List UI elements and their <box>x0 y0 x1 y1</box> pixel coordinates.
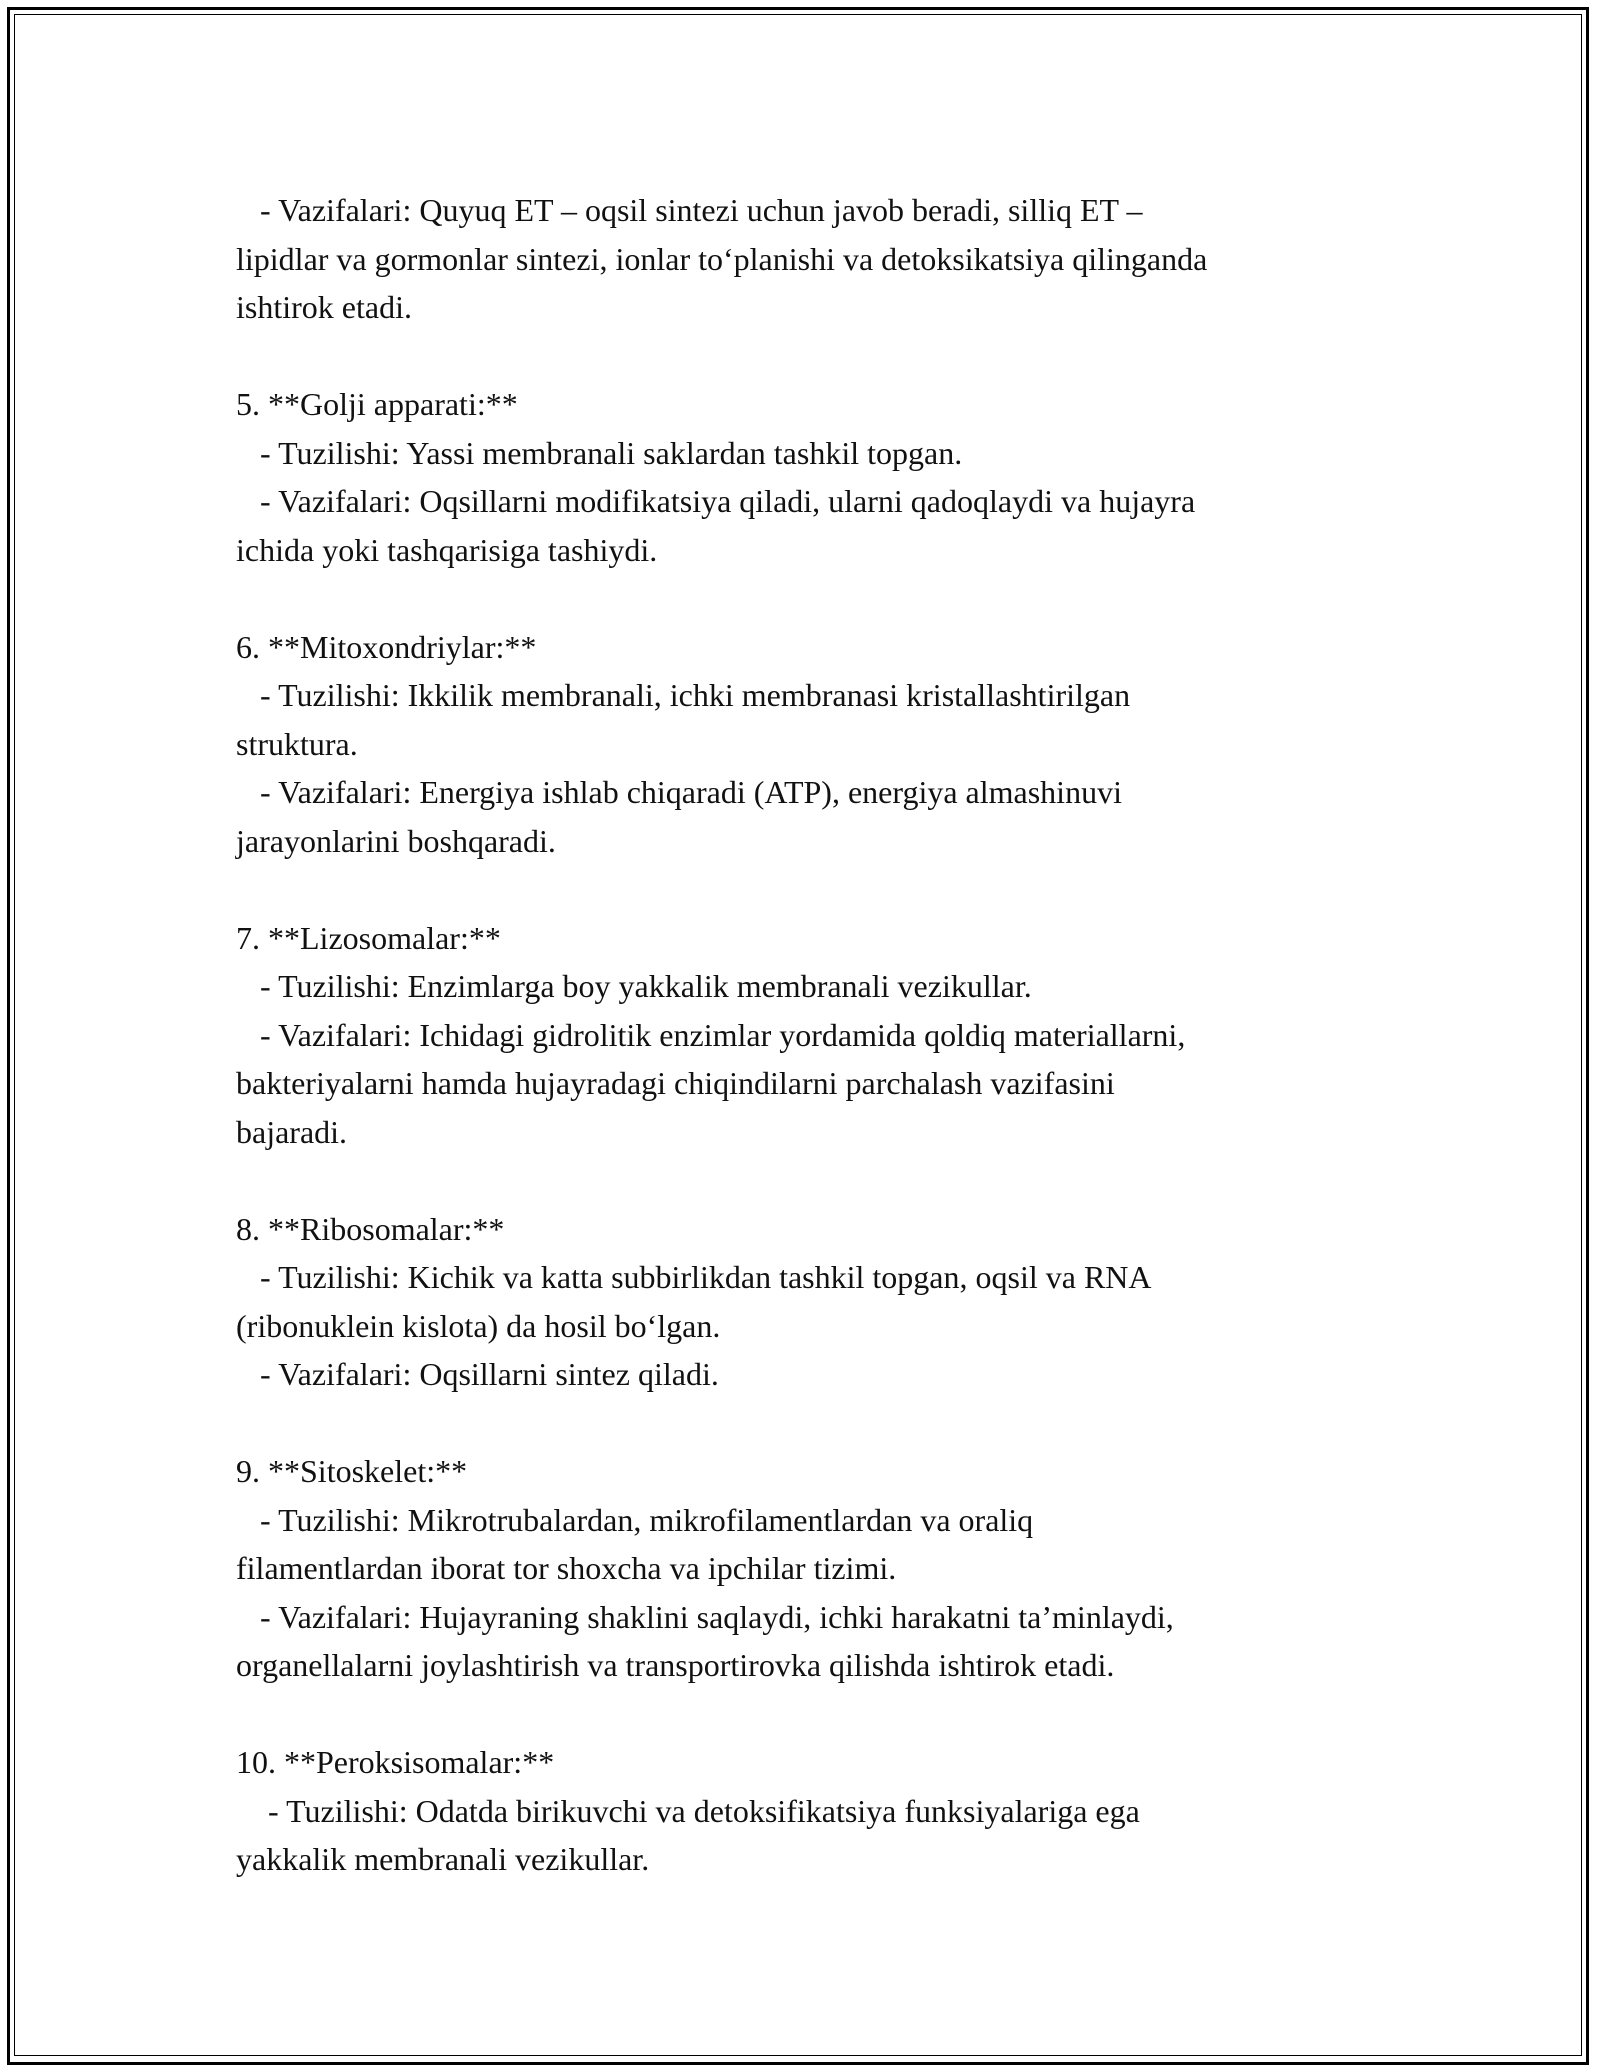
text-line: - Tuzilishi: Odatda birikuvchi va detoksifikatsiya funksiyalariga ega <box>236 1792 1140 1829</box>
text-line: 5. **Golji apparati:** <box>236 386 518 422</box>
text-line: 6. **Mitoxondriylar:** <box>236 628 537 665</box>
blank-line <box>236 1156 1366 1205</box>
text-line: jarayonlarini boshqaradi. <box>236 822 556 859</box>
blank-line <box>236 332 1366 381</box>
blank-line <box>236 1399 1366 1448</box>
text-line: - Tuzilishi: Enzimlarga boy yakkalik membranali vezikullar. <box>236 968 1032 1004</box>
text-line: ichida yoki tashqarisiga tashiydi. <box>236 531 658 568</box>
text-line: - Tuzilishi: Kichik va katta subbirlikdan tashkil topgan, oqsil va RNA <box>236 1259 1152 1295</box>
text-line: filamentlardan iborat tor shoxcha va ipchilar tizimi. <box>236 1550 897 1586</box>
text-line: 9. **Sitoskelet:** <box>236 1453 468 1489</box>
text-line: (ribonuklein kislota) da hosil bo‘lgan. <box>236 1307 721 1344</box>
text-line: - Vazifalari: Quyuq ET – oqsil sintezi uchun javob beradi, silliq ET – <box>236 192 1143 228</box>
blank-line <box>236 1690 1366 1739</box>
text-line: ishtirok etadi. <box>236 289 412 325</box>
text-line: - Tuzilishi: Ikkilik membranali, ichki membranasi kristallashtirilgan <box>236 677 1131 713</box>
text-line: - Vazifalari: Hujayraning shaklini saqlaydi, ichki harakatni ta’minlaydi, <box>236 1598 1174 1635</box>
text-line: - Tuzilishi: Mikrotrubalardan, mikrofilamentlardan va oraliq <box>236 1501 1034 1538</box>
text-line: yakkalik membranali vezikullar. <box>236 1841 650 1877</box>
text-line: - Vazifalari: Energiya ishlab chiqaradi (ATP), energiya almashinuvi <box>236 774 1122 810</box>
text-line: bakteriyalarni hamda hujayradagi chiqindilarni parchalash vazifasini <box>236 1065 1115 1101</box>
text-line: - Vazifalari: Oqsillarni sintez qiladi. <box>236 1356 719 1392</box>
blank-line <box>236 865 1366 914</box>
blank-line <box>236 574 1366 623</box>
text-line: - Vazifalari: Ichidagi gidrolitik enzimlar yordamida qoldiq materiallarni, <box>236 1016 1186 1053</box>
text-line: organellalarni joylashtirish va transportirovka qilishda ishtirok etadi. <box>236 1647 1115 1683</box>
text-line: 8. **Ribosomalar:** <box>236 1210 505 1247</box>
text-line: 7. **Lizosomalar:** <box>236 919 501 956</box>
document-body <box>236 186 1366 1884</box>
text-line: lipidlar va gormonlar sintezi, ionlar to‘planishi va detoksikatsiya qilinganda <box>236 240 1208 277</box>
text-line: struktura. <box>236 725 358 762</box>
text-line: - Vazifalari: Oqsillarni modifikatsiya qiladi, ularni qadoqlaydi va hujayra <box>236 483 1196 519</box>
text-line: - Tuzilishi: Yassi membranali saklardan tashkil topgan. <box>236 434 963 471</box>
text-line: bajaradi. <box>236 1113 348 1150</box>
text-line: 10. **Peroksisomalar:** <box>236 1744 555 1780</box>
